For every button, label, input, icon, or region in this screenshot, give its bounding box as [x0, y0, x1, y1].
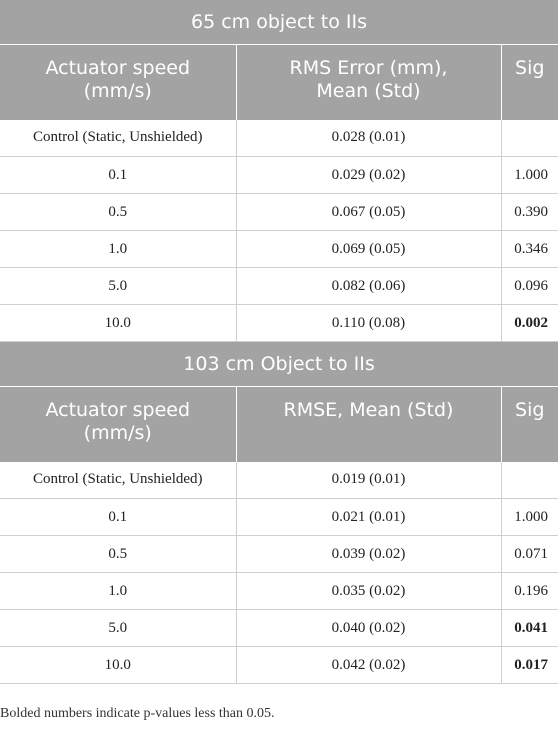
cell-actuator-speed: 0.5 [0, 194, 236, 231]
cell-actuator-speed: 0.1 [0, 499, 236, 536]
cell-sig: 0.096 [501, 268, 558, 305]
cell-sig: 0.041 [501, 610, 558, 647]
cell-actuator-speed: 1.0 [0, 573, 236, 610]
cell-sig: 0.390 [501, 194, 558, 231]
cell-actuator-speed: 10.0 [0, 305, 236, 342]
cell-sig: 1.000 [501, 157, 558, 194]
cell-actuator-speed: Control (Static, Unshielded) [0, 120, 236, 157]
cell-rms-error: 0.028 (0.01) [236, 120, 501, 157]
cell-rms-error: 0.039 (0.02) [236, 536, 501, 573]
cell-actuator-speed: 0.1 [0, 157, 236, 194]
section-title-row [0, 0, 558, 45]
cell-actuator-speed: 0.5 [0, 536, 236, 573]
table-row [0, 462, 558, 499]
cell-actuator-speed: 5.0 [0, 268, 236, 305]
table-row [0, 610, 558, 647]
header-actuator-speed: Actuator speed (mm/s) [0, 45, 236, 120]
cell-rms-error: 0.110 (0.08) [236, 305, 501, 342]
table-row [0, 536, 558, 573]
table-row [0, 499, 558, 536]
section-title: 103 cm Object to IIs [0, 342, 558, 387]
section-title: 65 cm object to IIs [0, 0, 558, 45]
cell-sig [501, 462, 558, 499]
table-row [0, 120, 558, 157]
table-row [0, 268, 558, 305]
table-row [0, 157, 558, 194]
cell-sig: 0.071 [501, 536, 558, 573]
cell-sig: 0.017 [501, 647, 558, 684]
header-sig: Sig [501, 387, 558, 462]
column-header-row [0, 387, 558, 462]
cell-sig: 0.002 [501, 305, 558, 342]
section-title-row [0, 342, 558, 387]
cell-actuator-speed: 1.0 [0, 231, 236, 268]
cell-rms-error: 0.019 (0.01) [236, 462, 501, 499]
cell-rms-error: 0.040 (0.02) [236, 610, 501, 647]
header-rms-error: RMSE, Mean (Std) [236, 387, 501, 462]
cell-rms-error: 0.042 (0.02) [236, 647, 501, 684]
cell-rms-error: 0.021 (0.01) [236, 499, 501, 536]
table-row [0, 647, 558, 684]
table-row [0, 305, 558, 342]
header-actuator-speed: Actuator speed (mm/s) [0, 387, 236, 462]
cell-sig: 1.000 [501, 499, 558, 536]
header-sig: Sig [501, 45, 558, 120]
cell-rms-error: 0.067 (0.05) [236, 194, 501, 231]
cell-actuator-speed: 10.0 [0, 647, 236, 684]
cell-sig [501, 120, 558, 157]
cell-rms-error: 0.029 (0.02) [236, 157, 501, 194]
table-footnote: Bolded numbers indicate p-values less than 0.05. [0, 706, 275, 721]
cell-rms-error: 0.069 (0.05) [236, 231, 501, 268]
cell-rms-error: 0.035 (0.02) [236, 573, 501, 610]
header-rms-error: RMS Error (mm), Mean (Std) [236, 45, 501, 120]
table-row [0, 573, 558, 610]
cell-actuator-speed: 5.0 [0, 610, 236, 647]
cell-actuator-speed: Control (Static, Unshielded) [0, 462, 236, 499]
table-row [0, 194, 558, 231]
table-row [0, 231, 558, 268]
cell-sig: 0.346 [501, 231, 558, 268]
column-header-row [0, 45, 558, 120]
cell-sig: 0.196 [501, 573, 558, 610]
cell-rms-error: 0.082 (0.06) [236, 268, 501, 305]
